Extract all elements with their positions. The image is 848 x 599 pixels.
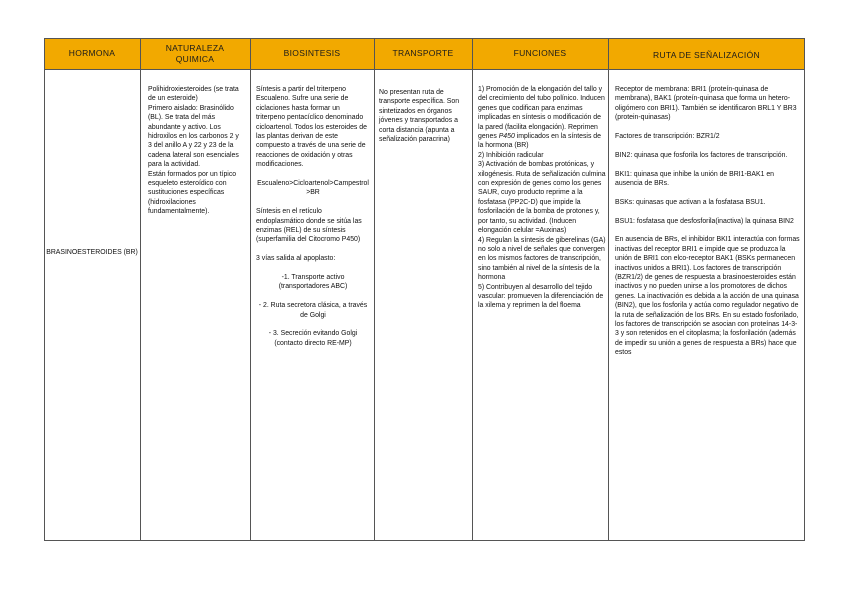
- header-hormona: [44, 38, 140, 69]
- biosintesis-route-3: - 3. Secreción evitando Golgi (contacto directo RE-MP): [268, 330, 358, 347]
- funcion-1-gene: P450: [498, 133, 515, 141]
- header-ruta-label: RUTA DE SEÑALIZACIÓN: [653, 50, 760, 60]
- header-funciones-label: FUNCIONES: [513, 48, 567, 58]
- column-divider: [250, 38, 251, 541]
- header-transporte-label: TRANSPORTE: [392, 48, 454, 58]
- funcion-1: [478, 85, 606, 151]
- header-transporte: [374, 38, 472, 69]
- header-ruta: [608, 38, 805, 69]
- ruta-bsks: BSKs: quinasas que activan a la fosfatasa BSU1.: [615, 198, 766, 206]
- transporte-text: No presentan ruta de transporte específica. Son sintetizados en órganos jóvenes y transportados a corta distancia (apunta a señalización paracrina): [379, 89, 460, 144]
- column-divider: [608, 38, 609, 541]
- header-biosintesis-label: BIOSINTESIS: [283, 48, 341, 58]
- cell-hormona: [46, 248, 138, 257]
- biosintesis-pathway: Escualeno>Cicloartenol>Campestrol>BR: [257, 180, 369, 197]
- ruta-factores: Factores de transcripción: BZR1/2: [615, 133, 720, 141]
- biosintesis-route-1: -1. Transporte activo (transportadores ABC): [278, 274, 348, 291]
- cell-biosintesis: [256, 85, 370, 348]
- cell-ruta: [615, 85, 801, 538]
- funcion-4: 4) Regulan la síntesis de giberelinas (GA) no solo a nivel de señales que convergen en los mismos factores de transcripción, sino también al nivel de la síntesis de la hormona: [478, 236, 606, 282]
- hormone-table: [44, 38, 805, 541]
- column-divider: [472, 38, 473, 541]
- naturaleza-p1: Polihidroxiesteroides (se trata de un esteroide): [148, 86, 239, 103]
- biosintesis-p4: 3 vías salida al apoplasto:: [256, 255, 336, 263]
- ruta-bin2: BIN2: quinasa que fosforila los factores de transcripción.: [615, 151, 788, 159]
- header-hormona-label: HORMONA: [68, 48, 116, 58]
- biosintesis-p1: Síntesis a partir del triterpeno Escualeno. Sufre una serie de ciclaciones hasta formar un triterpeno pentacíclico denominado cicloartenol. Todos los esteroides de las plantas derivan de este compuesto a través de una serie de reacciones de oxidación y otras modificaciones.: [256, 86, 367, 169]
- ruta-receptor: Receptor de membrana: BRI1 (proteín-quinasa de membrana), BAK1 (proteín-quinasa que forma un hetero-oligómero con BRI1). También se identificaron BRL1 Y BR3 (protein-quinasas): [615, 86, 797, 122]
- biosintesis-route-2: - 2. Ruta secretora clásica, a través de Golgi: [258, 302, 368, 319]
- biosintesis-p3: Síntesis en el retículo endoplasmático donde se sitúa las enzimas (REL) de su síntesis (superfamilia del Citocromo P450): [256, 208, 362, 244]
- funcion-2: 2) Inhibición radicular: [478, 151, 544, 159]
- funcion-3: 3) Activación de bombas protónicas, y xilogénesis. Ruta de señalización culmina con expresión de genes como los genes SAUR, cuyo producto reprime a la fosfatasa (PP2C-D) que impide la fosforilación de la bomba de protones y, por tanto, su actividad. (Inducen elongación celular =Auxinas): [478, 161, 606, 235]
- ruta-bsu1: BSU1: fosfatasa que desfosforila(inactiva) la quinasa BIN2: [615, 217, 794, 225]
- column-divider: [140, 38, 141, 541]
- ruta-mechanism: En ausencia de BRs, el inhibidor BKI1 interactúa con formas inactivas del receptor BRI1 e impide que se produzca la unión de BRI1 con elco-receptor BAK1 (BSKs permanecen inactivos unidos a BRI1). Los factores de transcripción (BZR1/2) de genes de respuesta a brasinoesteroides están inactivos y no pueden unirse a los promotores de dichos genes. La inactivación es debida a la acción de una quinasa (BIN2), que los fosforila y actúa como regulador negativo de la ruta de señalización de los BRs. En su estado fosforilado, los factores de transcripción se asocian con proteínas 14-3-3 y son retenidos en el citoplasma; la fosforilación (además de impedir su unión a genes de respuesta a BRs) hace que estos: [615, 236, 800, 357]
- header-divider: [44, 69, 805, 70]
- column-divider: [374, 38, 375, 541]
- header-biosintesis: [250, 38, 374, 69]
- funcion-1c: implicados en la síntesis de la hormona (BR): [478, 133, 601, 150]
- cell-transporte: [379, 88, 469, 144]
- cell-naturaleza: [148, 85, 244, 217]
- table-border-top: [44, 38, 805, 39]
- header-naturaleza-label: NATURALEZA QUIMICA: [165, 42, 225, 64]
- header-funciones: [472, 38, 608, 69]
- naturaleza-p2: Primero aislado: Brasinólido (BL). Se trata del más abundante y activo. Los hidroxilos en los carbonos 2 y 3 del anillo A y 22 y 23 de la cadena lateral son esenciales para la actividad.: [148, 104, 239, 169]
- column-divider: [44, 38, 45, 541]
- cell-funciones: [478, 85, 606, 311]
- naturaleza-p3: Están formados por un típico esqueleto esteroídico con sustituciones específicas (hidroxilaciones fundamentalmente).: [148, 170, 237, 216]
- funcion-5: 5) Contribuyen al desarrollo del tejido vascular: promueven la diferenciación de la xilema y reprimen la del floema: [478, 283, 604, 310]
- ruta-bki1: BKI1: quinasa que inhibe la unión de BRI1-BAK1 en ausencia de BRs.: [615, 170, 774, 188]
- table-border-bottom: [44, 540, 805, 541]
- header-naturaleza: [140, 38, 250, 69]
- hormona-name: BRASINOESTEROIDES (BR): [46, 249, 138, 256]
- column-divider: [804, 38, 805, 541]
- funcion-1a: 1) Promoción de la elongación del tallo y del crecimiento del tubo polínico. Inducen genes que codifican para enzimas implicadas en síntesis o modificación de la pared (facilita elongación). Reprimen genes: [478, 86, 605, 141]
